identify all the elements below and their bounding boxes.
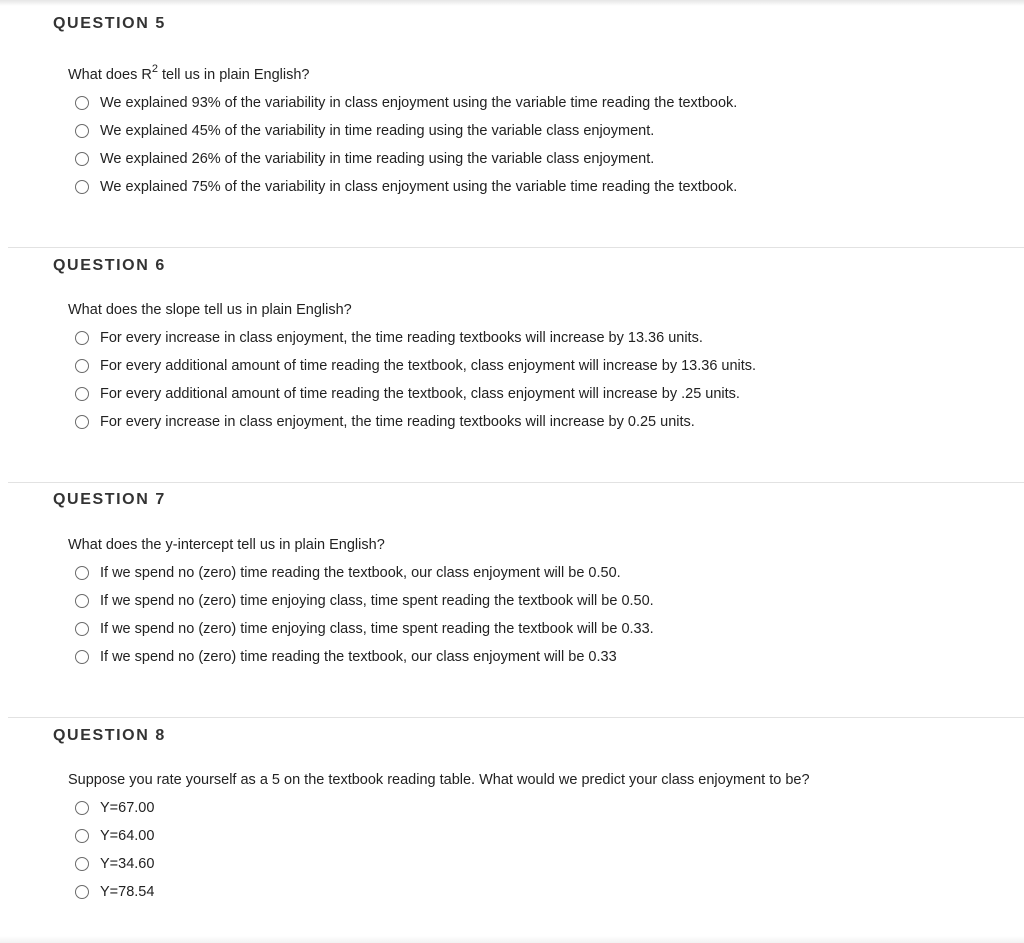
question-7-option-1[interactable] — [75, 563, 621, 583]
option-label: If we spend no (zero) time reading the textbook, our class enjoyment will be 0.50. — [100, 565, 621, 581]
radio-button[interactable] — [75, 594, 89, 608]
top-shadow — [0, 0, 1024, 6]
question-divider — [8, 247, 1024, 248]
question-5-prompt-text-end: tell us in plain English? — [157, 66, 310, 83]
question-7-prompt: What does the y-intercept tell us in plain English? — [68, 537, 385, 553]
question-6-prompt: What does the slope tell us in plain English? — [68, 302, 352, 318]
question-8-header: QUESTION 8 — [53, 727, 166, 744]
option-label: If we spend no (zero) time reading the textbook, our class enjoyment will be 0.33 — [100, 649, 617, 665]
radio-button[interactable] — [75, 96, 89, 110]
option-label: If we spend no (zero) time enjoying class, time spent reading the textbook will be 0.50. — [100, 593, 654, 609]
option-label: Y=64.00 — [100, 828, 155, 844]
option-label: For every additional amount of time reading the textbook, class enjoyment will increase by .25 units. — [100, 386, 740, 402]
option-label: For every increase in class enjoyment, the time reading textbooks will increase by 0.25 units. — [100, 414, 695, 430]
question-6-option-1[interactable] — [75, 328, 703, 348]
question-6-option-3[interactable] — [75, 384, 740, 404]
question-5-option-4[interactable] — [75, 177, 737, 197]
question-5-option-2[interactable] — [75, 121, 654, 141]
radio-button[interactable] — [75, 650, 89, 664]
question-8-option-1[interactable] — [75, 798, 154, 818]
radio-button[interactable] — [75, 801, 89, 815]
radio-button[interactable] — [75, 857, 89, 871]
option-label: We explained 93% of the variability in class enjoyment using the variable time reading the textbook. — [100, 95, 738, 111]
option-label: If we spend no (zero) time enjoying class, time spent reading the textbook will be 0.33. — [100, 621, 654, 637]
bottom-shadow — [0, 936, 1024, 943]
question-8-option-3[interactable] — [75, 854, 154, 874]
question-5-prompt-text: What does R — [68, 66, 152, 83]
question-8-option-2[interactable] — [75, 826, 154, 846]
question-5-prompt — [68, 64, 310, 83]
radio-button[interactable] — [75, 829, 89, 843]
option-label: We explained 75% of the variability in class enjoyment using the variable time reading the textbook. — [100, 179, 738, 195]
radio-button[interactable] — [75, 359, 89, 373]
radio-button[interactable] — [75, 415, 89, 429]
option-label: We explained 45% of the variability in time reading using the variable class enjoyment. — [100, 123, 655, 139]
option-label: Y=78.54 — [100, 884, 155, 900]
radio-button[interactable] — [75, 124, 89, 138]
radio-button[interactable] — [75, 566, 89, 580]
radio-button[interactable] — [75, 152, 89, 166]
option-label: For every increase in class enjoyment, the time reading textbooks will increase by 13.36 units. — [100, 330, 703, 346]
question-divider — [8, 717, 1024, 718]
question-5-option-1[interactable] — [75, 93, 737, 113]
option-label: Y=34.60 — [100, 856, 155, 872]
radio-button[interactable] — [75, 885, 89, 899]
radio-button[interactable] — [75, 622, 89, 636]
question-7-option-2[interactable] — [75, 591, 654, 611]
option-label: We explained 26% of the variability in time reading using the variable class enjoyment. — [100, 151, 655, 167]
question-7-header: QUESTION 7 — [53, 491, 166, 508]
question-6-option-2[interactable] — [75, 356, 756, 376]
question-6-header: QUESTION 6 — [53, 257, 166, 274]
radio-button[interactable] — [75, 180, 89, 194]
question-6-option-4[interactable] — [75, 412, 695, 432]
question-7-option-3[interactable] — [75, 619, 654, 639]
option-label: For every additional amount of time reading the textbook, class enjoyment will increase by 13.36 units. — [100, 358, 757, 374]
question-8-option-4[interactable] — [75, 882, 154, 902]
question-7-option-4[interactable] — [75, 647, 617, 667]
question-5-prompt-superscript: 2 — [151, 63, 158, 75]
question-5-option-3[interactable] — [75, 149, 654, 169]
radio-button[interactable] — [75, 331, 89, 345]
question-divider — [8, 482, 1024, 483]
question-5-header: QUESTION 5 — [53, 15, 166, 32]
option-label: Y=67.00 — [100, 800, 155, 816]
radio-button[interactable] — [75, 387, 89, 401]
question-8-prompt: Suppose you rate yourself as a 5 on the textbook reading table. What would we predict your class enjoyment to be? — [68, 772, 810, 788]
